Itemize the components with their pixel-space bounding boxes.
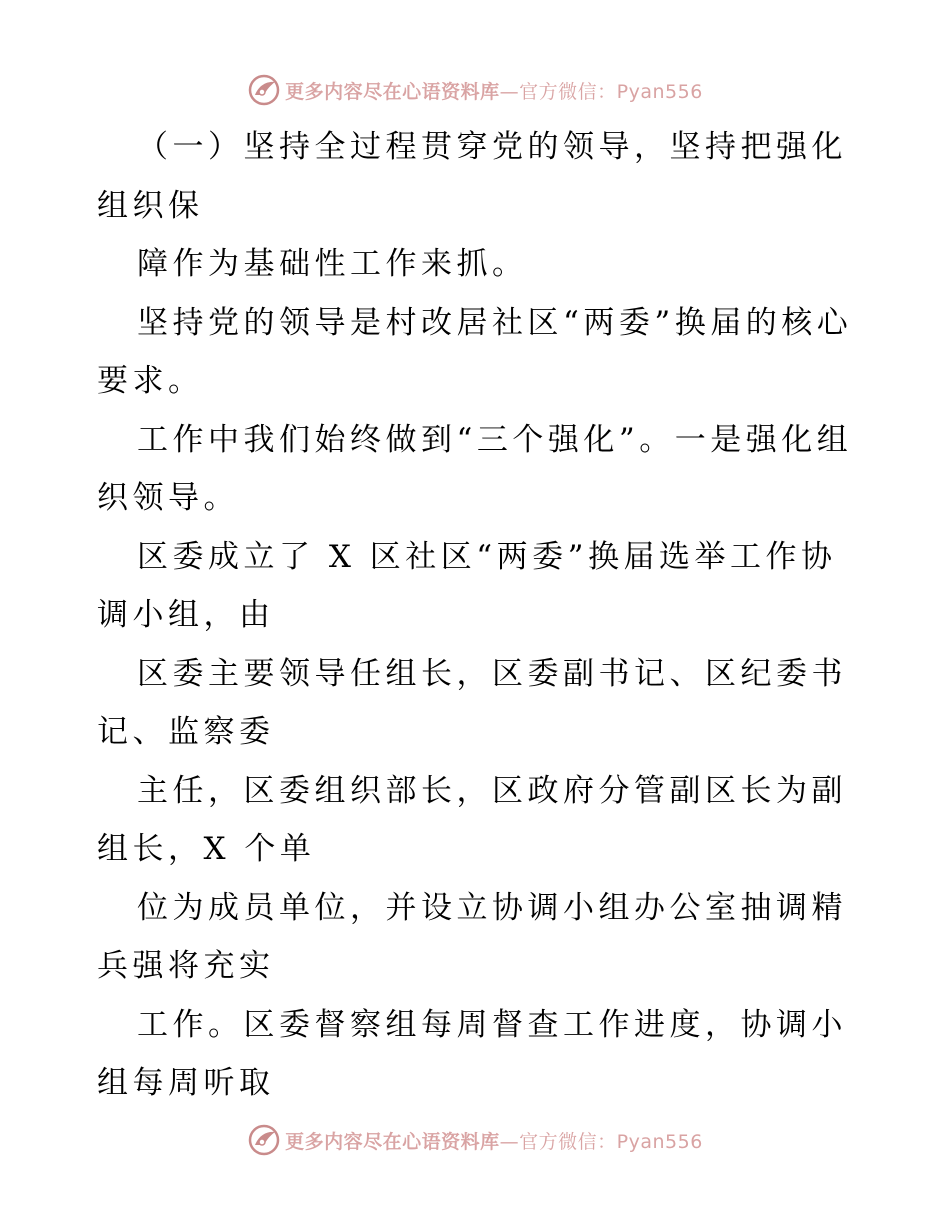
paragraph: 工作。区委督察组每周督查工作进度，协调小组每周听取 — [97, 1006, 847, 1101]
banner-text: 更多内容尽在心语资料库—官方微信：Pyan556 — [285, 80, 703, 103]
paragraph: 区委成立了 X 区社区“两委”换届选举工作协调小组，由 — [97, 538, 837, 633]
paragraph: 工作中我们始终做到“三个强化”。一是强化组织领导。 — [97, 421, 853, 516]
banner-text: 更多内容尽在心语资料库—官方微信：Pyan556 — [285, 1130, 703, 1153]
paragraph: 区委主要领导任组长，区委副书记、区纪委书记、监察委 — [97, 655, 847, 750]
brand-logo-icon — [247, 73, 281, 107]
paragraph: （一）坚持全过程贯穿党的领导，坚持把强化组织保 — [97, 129, 847, 224]
brand-logo-icon — [247, 1123, 281, 1157]
document-body — [97, 118, 857, 1113]
paragraph: 障作为基础性工作来抓。 — [137, 246, 528, 282]
paragraph: 坚持党的领导是村改居社区“两委”换届的核心要求。 — [97, 304, 853, 399]
paragraph: 位为成员单位，并设立协调小组办公室抽调精兵强将充实 — [97, 889, 847, 984]
footer-watermark-banner — [0, 1120, 950, 1160]
header-watermark-banner — [0, 70, 950, 110]
paragraph: 主任，区委组织部长，区政府分管副区长为副组长，X 个单 — [97, 772, 847, 867]
